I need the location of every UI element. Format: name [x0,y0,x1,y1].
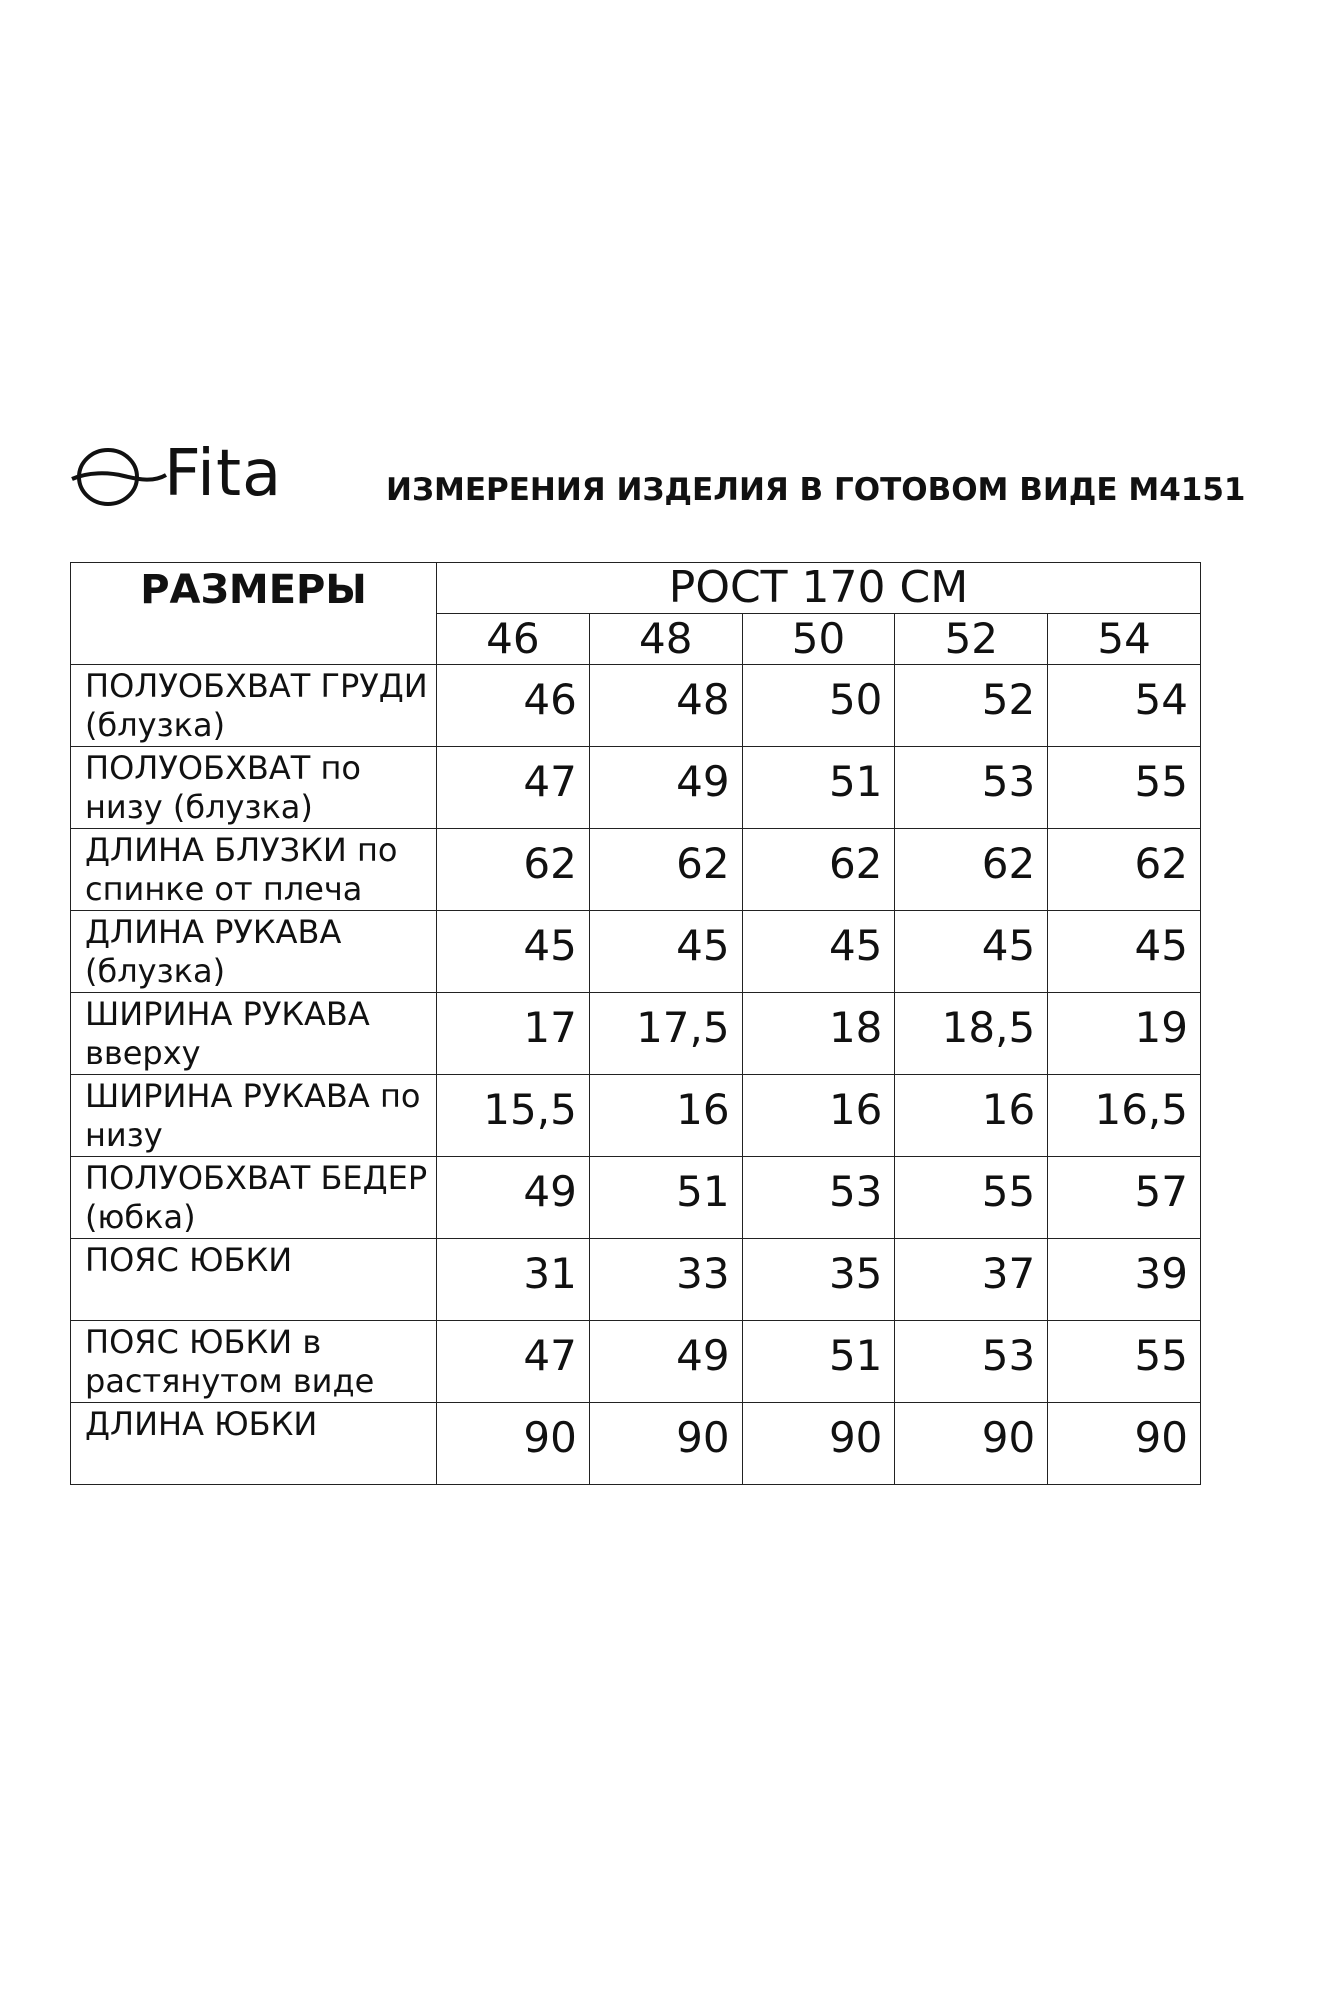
measurement-value: 49 [589,747,742,829]
measurement-value: 18,5 [895,993,1048,1075]
measurement-value: 46 [437,665,590,747]
measurement-value: 45 [589,911,742,993]
table-row [71,993,1201,1075]
measurement-value: 16 [895,1075,1048,1157]
measurement-value: 90 [1048,1403,1201,1485]
measurement-value: 51 [589,1157,742,1239]
measurement-value: 17,5 [589,993,742,1075]
measurement-value: 19 [1048,993,1201,1075]
measurement-value: 52 [895,665,1048,747]
measurement-value: 49 [437,1157,590,1239]
size-header-cell: 54 [1048,614,1201,665]
measurement-value: 16 [742,1075,895,1157]
measurement-value: 51 [742,1321,895,1403]
measurement-label: ПОЯС ЮБКИ в растянутом виде [71,1321,437,1403]
table-row [71,1239,1201,1321]
measurement-value: 90 [895,1403,1048,1485]
measurement-value: 62 [589,829,742,911]
measurement-value: 62 [437,829,590,911]
height-header-label: РОСТ 170 СМ [437,563,1201,614]
measurement-label: ДЛИНА РУКАВА (блузка) [71,911,437,993]
measurement-label: ШИРИНА РУКАВА вверху [71,993,437,1075]
measurement-label: ШИРИНА РУКАВА по низу [71,1075,437,1157]
size-header-cell: 46 [437,614,590,665]
measurement-value: 37 [895,1239,1048,1321]
measurement-value: 53 [742,1157,895,1239]
measurement-label: ПОЛУОБХВАТ ГРУДИ (блузка) [71,665,437,747]
size-header-cell: 50 [742,614,895,665]
measurement-value: 48 [589,665,742,747]
measurement-value: 47 [437,1321,590,1403]
measurement-value: 51 [742,747,895,829]
measurement-value: 15,5 [437,1075,590,1157]
measurement-value: 45 [437,911,590,993]
table-header-row [71,563,1201,614]
measurement-value: 62 [895,829,1048,911]
measurement-value: 45 [895,911,1048,993]
table-row [71,1157,1201,1239]
measurement-value: 62 [742,829,895,911]
size-header-cell: 52 [895,614,1048,665]
measurement-value: 50 [742,665,895,747]
measurement-value: 45 [742,911,895,993]
measurement-value: 16 [589,1075,742,1157]
brand-name: Fita [164,437,283,511]
table-row [71,1321,1201,1403]
measurement-value: 18 [742,993,895,1075]
measurement-value: 55 [895,1157,1048,1239]
size-header-cell: 48 [589,614,742,665]
measurement-value: 90 [742,1403,895,1485]
table-row [71,911,1201,993]
measurement-value: 35 [742,1239,895,1321]
table-row [71,1075,1201,1157]
measurement-label: ДЛИНА БЛУЗКИ по спинке от плеча [71,829,437,911]
measurement-value: 45 [1048,911,1201,993]
measurement-value: 53 [895,1321,1048,1403]
table-row [71,829,1201,911]
measurement-value: 57 [1048,1157,1201,1239]
measurement-value: 90 [437,1403,590,1485]
measurement-label: ПОЛУОБХВАТ БЕДЕР (юбка) [71,1157,437,1239]
measurement-value: 16,5 [1048,1075,1201,1157]
measurement-label: ДЛИНА ЮБКИ [71,1403,437,1485]
measurement-value: 31 [437,1239,590,1321]
brand-logo [68,438,298,510]
measurement-value: 55 [1048,1321,1201,1403]
measurement-label: ПОЛУОБХВАТ по низу (блузка) [71,747,437,829]
document-title: ИЗМЕРЕНИЯ ИЗДЕЛИЯ В ГОТОВОМ ВИДЕ М4151 [386,472,1246,508]
measurement-value: 62 [1048,829,1201,911]
measurement-value: 33 [589,1239,742,1321]
table-row [71,665,1201,747]
table-row [71,1403,1201,1485]
measurement-value: 17 [437,993,590,1075]
measurement-value: 54 [1048,665,1201,747]
measurement-value: 53 [895,747,1048,829]
size-chart-table [70,562,1201,1485]
measurement-value: 39 [1048,1239,1201,1321]
measurement-label: ПОЯС ЮБКИ [71,1239,437,1321]
table-row [71,747,1201,829]
measurement-value: 49 [589,1321,742,1403]
measurement-value: 90 [589,1403,742,1485]
sizes-header-label: РАЗМЕРЫ [71,563,437,665]
fita-logo-mark-icon [68,446,168,508]
measurement-value: 55 [1048,747,1201,829]
measurement-value: 47 [437,747,590,829]
